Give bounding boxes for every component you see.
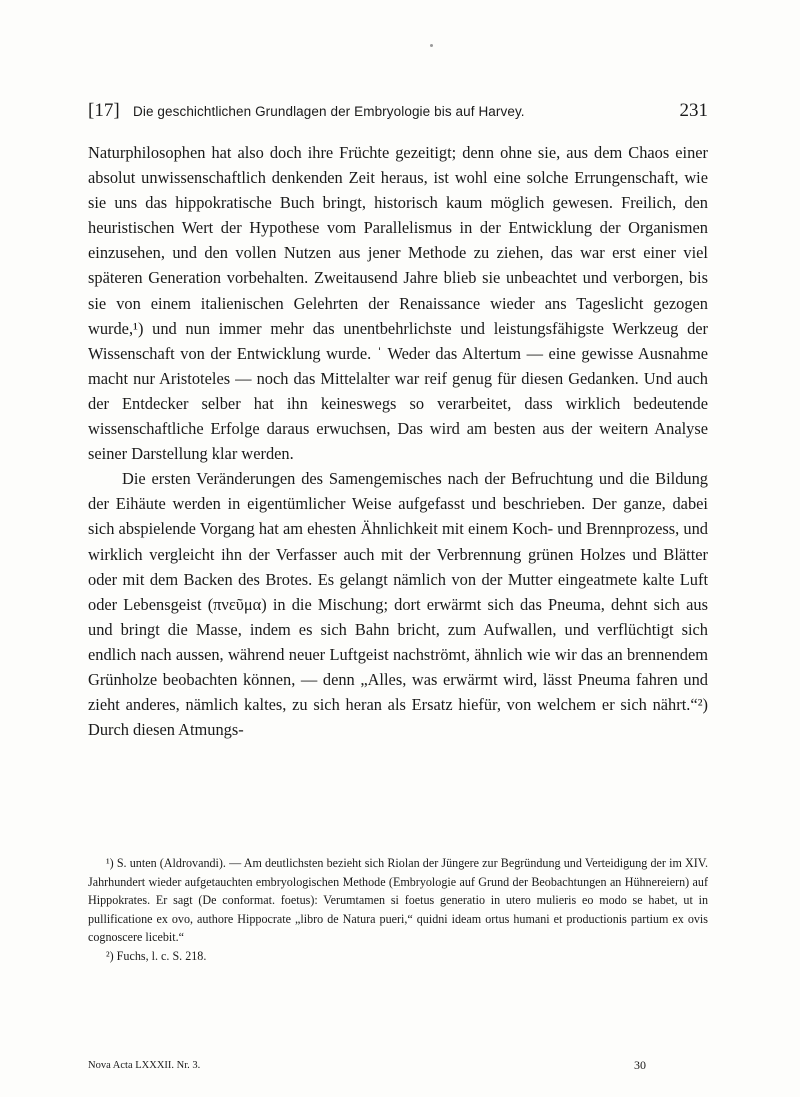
printer-signature-line — [88, 1060, 708, 1078]
page-number: 231 — [679, 100, 708, 121]
running-title: Die geschichtlichen Grundlagen der Embryologie bis auf Harvey. — [133, 104, 525, 119]
paragraph-1: Naturphilosophen hat also doch ihre Früchte gezeitigt; denn ohne sie, aus dem Chaos einer absolut unwissenschaftlich denkenden Zeit heraus, ist wohl eine solche Errungenschaft, wie sie uns das hippokratische Buch bringt, historisch kaum möglich gewesen. Freilich, den heuristischen Wert der Hypothese vom Parallelismus in der Entwicklung der Organismen einzusehen, und den vollen Nutzen aus jener Methode zu ziehen, das war erst einer viel späteren Generation vorbehalten. Zweitausend Jahre blieb sie unbeachtet und verborgen, bis sie von einem italienischen Gelehrten der Renaissance wieder ans Tageslicht gezogen wurde,¹) und nun immer mehr das unentbehrlichste und leistungsfähigste Werkzeug der Wissenschaft von der Entwicklung wurde. ˈ Weder das Altertum — eine gewisse Ausnahme macht nur Aristoteles — noch das Mittelalter war reif genug für diesen Gedanken. Und auch der Entdecker selber hat ihn keineswegs so verarbeitet, dass wirklich bedeutende wissenschaftliche Erfolge daraus erwuchsen, Das wird am besten aus der weitern Analyse seiner Darstellung klar werden. — [88, 143, 708, 464]
sheet-number: 30 — [634, 1058, 646, 1072]
main-text — [88, 140, 708, 742]
running-header — [88, 100, 708, 124]
footnote-1: ¹) S. unten (Aldrovandi). — Am deutlichsten bezieht sich Riolan der Jüngere zur Begründung und Verteidigung der im XIV. Jahrhundert wieder aufgetauchten embryologischen Methode (Embryologie auf Grund der Beobachtungen an Hühnereiern) auf Hippokrates. Er sagt (De conformat. foetus): Verumtamen si foetus generatio in utero mulieris eo modo se habet, ut in pullificatione ex ovo, authore Hippocrate „libro de Natura pueri,“ quidni ideam ortus humani et productionis partium ex ovis cognoscere licebit.“ — [88, 856, 708, 944]
bracket-page-reference: [17] — [88, 100, 120, 121]
paper-speck — [430, 44, 433, 47]
paragraph-2: Die ersten Veränderungen des Samengemisches nach der Befruchtung und die Bildung der Eihäute werden in eigentümlicher Weise aufgefasst und beschrieben. Der ganze, dabei sich abspielende Vorgang hat am ehesten Ähnlichkeit mit einem Koch- und Brennprozess, und wirklich vergleicht ihn der Verfasser auch mit der Verbrennung grünen Holzes und Blätter oder mit dem Backen des Brotes. Es gelangt nämlich von der Mutter eingeatmete kalte Luft oder Lebensgeist (πνεῦμα) in die Mischung; dort erwärmt sich das Pneuma, dehnt sich aus und bringt die Masse, indem es sich Bahn bricht, zum Aufwallen, und verflüchtigt sich endlich nach aussen, während neuer Luftgeist nachströmt, ähnlich wie wir das an brennendem Grünholze beobachten können, — denn „Alles, was erwärmt wird, lässt Pneuma fahren und zieht anderes, nämlich kaltes, zu sich heran als Ersatz hiefür, von welchem er sich nährt.“²) Durch diesen Atmungs- — [88, 469, 708, 740]
footnotes — [88, 854, 708, 965]
footnote-2: ²) Fuchs, l. c. S. 218. — [106, 948, 207, 963]
journal-signature: Nova Acta LXXXII. Nr. 3. — [88, 1060, 201, 1071]
